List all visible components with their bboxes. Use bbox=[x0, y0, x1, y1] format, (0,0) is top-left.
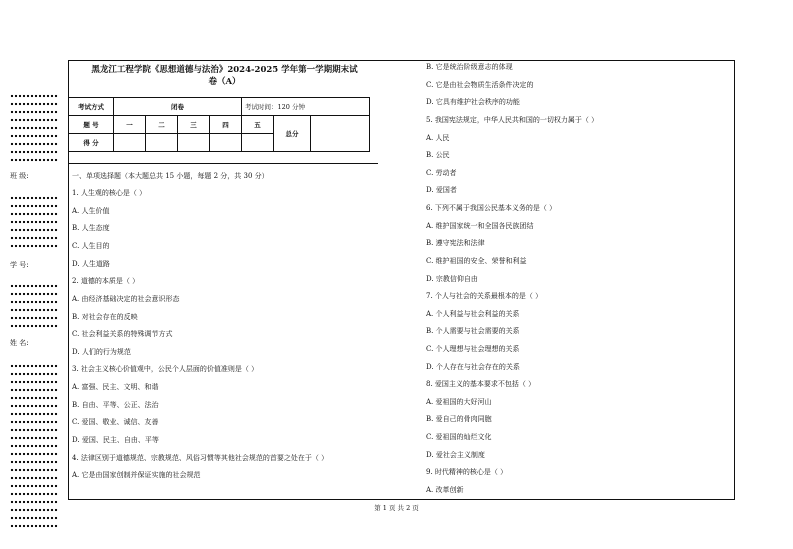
option-text: D. 爱社会主义制度 bbox=[426, 451, 485, 459]
exam-time: 考试时间：120 分钟 bbox=[242, 98, 370, 116]
question-text: 9. 时代精神的核心是（ ） bbox=[426, 468, 508, 476]
binding-dots bbox=[10, 118, 58, 122]
option-text: C. 人生目的 bbox=[72, 242, 110, 250]
exam-title bbox=[72, 64, 377, 88]
binding-dots bbox=[10, 316, 58, 320]
binding-dots bbox=[10, 102, 58, 106]
binding-dots bbox=[10, 134, 58, 138]
option-text: C. 劳动者 bbox=[426, 169, 457, 177]
binding-dots bbox=[10, 412, 58, 416]
binding-dots bbox=[10, 516, 58, 520]
binding-dots bbox=[10, 484, 58, 488]
option-text: C. 个人理想与社会理想的关系 bbox=[426, 345, 520, 353]
binding-dots bbox=[10, 244, 58, 248]
question-no-5: 五 bbox=[242, 116, 274, 134]
question-no-4: 四 bbox=[210, 116, 242, 134]
option-text: C. 社会利益关系的特殊调节方式 bbox=[72, 330, 173, 338]
question-text: 8. 爱国主义的基本要求不包括（ ） bbox=[426, 380, 536, 388]
option-text: D. 爱国者 bbox=[426, 186, 457, 194]
option-text: D. 爱国、民主、自由、平等 bbox=[72, 436, 159, 444]
binding-dots bbox=[10, 284, 58, 288]
binding-dots bbox=[10, 126, 58, 130]
question-text: 1. 人生观的核心是（ ） bbox=[72, 189, 147, 197]
option-text: D. 宗教信仰自由 bbox=[426, 275, 478, 283]
binding-dots bbox=[10, 452, 58, 456]
total-score-cell[interactable] bbox=[311, 116, 370, 152]
binding-dots bbox=[10, 228, 58, 232]
option-text: A. 富强、民主、文明、和谐 bbox=[72, 383, 159, 391]
binding-dots bbox=[10, 420, 58, 424]
option-text: B. 它是统治阶级意志的体现 bbox=[426, 63, 513, 71]
binding-dots bbox=[10, 236, 58, 240]
binding-dots bbox=[10, 372, 58, 376]
option-text: A. 人生价值 bbox=[72, 207, 110, 215]
score-label: 得 分 bbox=[69, 134, 114, 152]
binding-dots bbox=[10, 468, 58, 472]
binding-strip bbox=[8, 92, 60, 532]
option-text: D. 它具有维护社会秩序的功能 bbox=[426, 98, 520, 106]
student-id-label: 学 号: bbox=[10, 261, 29, 269]
binding-dots bbox=[10, 460, 58, 464]
exam-mode-label: 考试方式 bbox=[69, 98, 114, 116]
score-cell-2[interactable] bbox=[146, 134, 178, 152]
option-text: B. 公民 bbox=[426, 151, 450, 159]
question-text: 3. 社会主义核心价值观中，公民个人层面的价值准则是（ ） bbox=[72, 365, 259, 373]
option-text: B. 对社会存在的反映 bbox=[72, 313, 138, 321]
binding-dots bbox=[10, 308, 58, 312]
binding-dots bbox=[10, 110, 58, 114]
name-label: 姓 名: bbox=[10, 339, 29, 347]
option-text: A. 人民 bbox=[426, 134, 450, 142]
binding-dots bbox=[10, 158, 58, 162]
binding-dots bbox=[10, 428, 58, 432]
option-text: A. 个人利益与社会利益的关系 bbox=[426, 310, 520, 318]
option-text: D. 人生道路 bbox=[72, 260, 110, 268]
option-text: A. 由经济基础决定的社会意识形态 bbox=[72, 295, 180, 303]
option-text: C. 它是由社会物质生活条件决定的 bbox=[426, 81, 534, 89]
binding-dots bbox=[10, 444, 58, 448]
question-no-2: 二 bbox=[146, 116, 178, 134]
option-text: A. 改革创新 bbox=[426, 486, 464, 494]
question-text: 7. 个人与社会的关系最根本的是（ ） bbox=[426, 292, 543, 300]
binding-dots bbox=[10, 388, 58, 392]
score-table bbox=[68, 97, 370, 152]
option-text: A. 维护国家统一和全国各民族团结 bbox=[426, 222, 534, 230]
binding-dots bbox=[10, 524, 58, 528]
option-text: C. 爱国、敬业、诚信、友善 bbox=[72, 418, 159, 426]
binding-dots bbox=[10, 94, 58, 98]
binding-dots bbox=[10, 476, 58, 480]
exam-mode-value: 闭卷 bbox=[114, 98, 242, 116]
class-label: 班 级: bbox=[10, 172, 29, 180]
binding-dots bbox=[10, 380, 58, 384]
binding-dots bbox=[10, 396, 58, 400]
binding-dots bbox=[10, 204, 58, 208]
option-text: D. 人们的行为规范 bbox=[72, 348, 131, 356]
option-text: B. 遵守宪法和法律 bbox=[426, 239, 485, 247]
binding-dots bbox=[10, 150, 58, 154]
option-text: A. 它是由国家创制并保证实施的社会规范 bbox=[72, 471, 201, 479]
question-text: 5. 我国宪法规定，中华人民共和国的一切权力属于（ ） bbox=[426, 116, 599, 124]
option-text: C. 爱祖国的灿烂文化 bbox=[426, 433, 492, 441]
option-text: B. 个人需要与社会需要的关系 bbox=[426, 327, 520, 335]
total-score-label: 总分 bbox=[274, 116, 311, 152]
section-divider bbox=[68, 163, 378, 164]
question-text: 6. 下列不属于我国公民基本义务的是（ ） bbox=[426, 204, 557, 212]
option-text: C. 维护祖国的安全、荣誉和利益 bbox=[426, 257, 527, 265]
exam-title-line2: 卷（A） bbox=[208, 77, 241, 87]
option-text: B. 人生态度 bbox=[72, 224, 110, 232]
binding-dots bbox=[10, 300, 58, 304]
section-heading: 一、单项选择题（本大题总共 15 小题，每题 2 分，共 30 分） bbox=[72, 172, 269, 180]
score-cell-5[interactable] bbox=[242, 134, 274, 152]
question-text: 2. 道德的本质是（ ） bbox=[72, 277, 140, 285]
binding-dots bbox=[10, 292, 58, 296]
binding-dots bbox=[10, 436, 58, 440]
exam-title-line1: 黑龙江工程学院《思想道德与法治》2024-2025 学年第一学期期末试 bbox=[91, 65, 358, 75]
binding-dots bbox=[10, 324, 58, 328]
binding-dots bbox=[10, 196, 58, 200]
question-no-3: 三 bbox=[178, 116, 210, 134]
option-text: B. 爱自己的骨肉同胞 bbox=[426, 415, 492, 423]
binding-dots bbox=[10, 220, 58, 224]
question-text: 4. 法律区别于道德规范、宗教规范、风俗习惯等其他社会规范的首要之处在于（ ） bbox=[72, 454, 329, 462]
question-no-label: 题 号 bbox=[69, 116, 114, 134]
score-cell-3[interactable] bbox=[178, 134, 210, 152]
option-text: B. 自由、平等、公正、法治 bbox=[72, 401, 159, 409]
question-no-1: 一 bbox=[114, 116, 146, 134]
option-text: D. 个人存在与社会存在的关系 bbox=[426, 363, 520, 371]
page-footer: 第 1 页 共 2 页 bbox=[374, 504, 419, 512]
binding-dots bbox=[10, 404, 58, 408]
score-cell-4[interactable] bbox=[210, 134, 242, 152]
option-text: A. 爱祖国的大好河山 bbox=[426, 398, 492, 406]
binding-dots bbox=[10, 142, 58, 146]
binding-dots bbox=[10, 492, 58, 496]
binding-dots bbox=[10, 212, 58, 216]
score-cell-1[interactable] bbox=[114, 134, 146, 152]
binding-dots bbox=[10, 364, 58, 368]
